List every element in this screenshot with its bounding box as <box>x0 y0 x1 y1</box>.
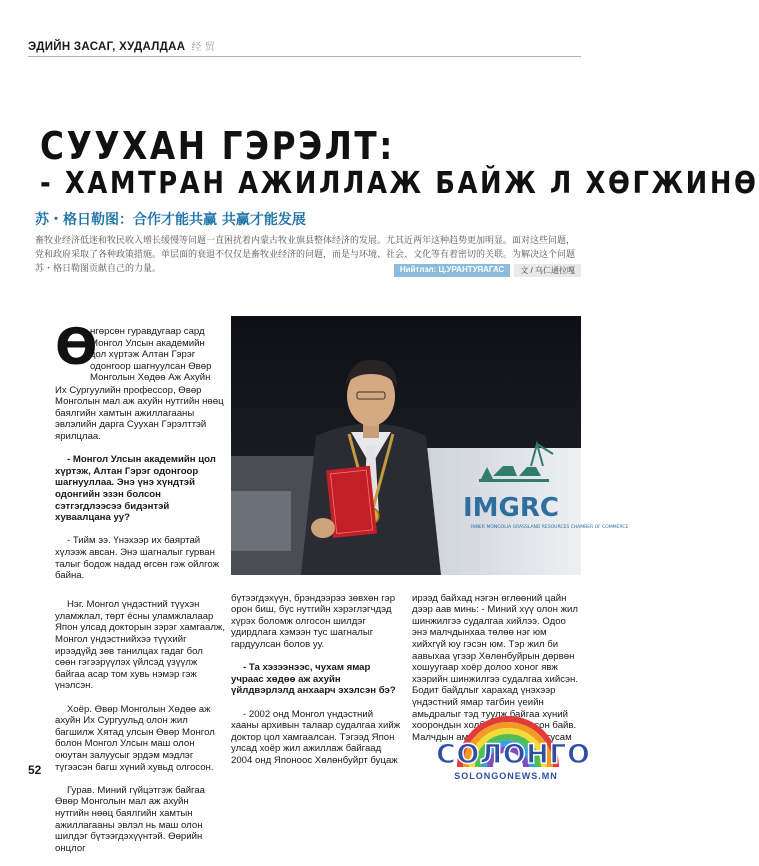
banner-text: IMGRC <box>463 493 559 523</box>
article-lead: нгөрсөн гуравдугаар сард Монгол Улсын академийн цол хүртэж Алтан Гэрэг одонгоор шагнуулсан Өвөр Монголын Хөдөө Аж Ахуйн <box>90 326 212 384</box>
paragraph: Хоёр. Өвөр Монголын Хөдөө аж ахуйн Их Сургуульд олон жил багшилж Хятад улсын Өвөр Монгол болон Монгол Улсын маш олон оюутан залуусыг эрдэм мэдлэг түгээсэн багш хүний хувьд олгосон. <box>55 703 215 773</box>
answer: - Тийм ээ. Үнэхээр их баяртай хүлээж авсан. Энэ шагналыг гурван талыг бодож надад өгсөн гэж ойлгож байна. <box>55 535 220 582</box>
translator-credit: 文 / 乌仁通拉嘎 <box>514 264 581 277</box>
drop-cap: Ө <box>55 318 98 376</box>
paragraph: ирээд байхад нэгэн өглөөний цайн дээр аав минь: - Миний хүү олон жил шинжилгээ судалгаа хийлээ. Одоо энэ малчдынхаа төлөө нэг юм хийхгүй юу гэсэн юм. Тэр жил би аавыхаа үгээр Хөлөнбуйрын дөрвөн хошуугаар хоёр долоо хоног явж хээрийн шинжилгээ судалгаа хийсэн. Бодит байдлыг харахад үнэхээр үндэстний ямар тагбин үеийн амьдралыг тэд туулж байгаа хүний хоорондын холбоо ийм болсон байв. Малчдын амьдрал ямар ирэх тусам <box>412 592 578 743</box>
header-divider <box>28 56 581 57</box>
question: - Та хэзээнээс, чухам ямар учраас хөдөө аж ахуйн үйлдвэрлэлд анхаарч эхэлсэн бэ? <box>231 662 396 697</box>
answer: - 2002 онд Монгол үндэстний хааны архивын талаар судалгаа хийж доктор цол хамгаалсан. Тэгээд Япон улсад хоёр жил ажиллаж байгаад 2004 онд Японоос Хөлөнбуйрт буцаж <box>231 708 401 766</box>
logo-url: SOLONGONEWS.MN <box>454 771 558 781</box>
logo-name: СОЛОНГО <box>436 739 591 770</box>
paragraph: бүтээгдэхүүн, брэндээрээ зөвхөн гэр орон биш, бүс нутгийн хэрэглэгчдэд хүрэх боломж олгосон шилдэг удирдлага хэмээн тус шагналыг гардуулсан болов уу. <box>231 592 396 650</box>
section-title-cn: 经 贸 <box>191 42 216 53</box>
article-title-line1: СУУХАН ГЭРЭЛТ: <box>40 124 395 168</box>
banner-subtext: INNER MONGOLIA GRASSLAND RESOURCES CHAMBER OF COMMERCE <box>471 525 629 530</box>
paragraph: Их Сургуулийн профессор, Өвөр Монголын мал аж ахуйн нутгийн нөөц баялгийн хамтын ажиллагааны эвлэлийн дарга Сууxан Гэрэлттэй ярилцлаа. <box>55 384 224 442</box>
paragraph: Гурав. Миний гүйцэтгэж байгаа Өвөр Монголын мал аж ахуйн нутгийн нөөц баялгийн хамтын ажиллагааны эвлэл нь маш олон шилдэг бүтээгдэхүүнтэй. Өөрийн онцлог <box>55 784 206 854</box>
page-number: 52 <box>28 763 42 777</box>
article-abstract: 畜牧业经济低迷和牧民收入增长缓慢等问题一直困扰着内蒙古牧业旗县整体经济的发展。尤其近两年这种趋势更加明显。面对这些问题，党和政府采取了各种政策措施。单层面的衰退不仅仅是畜牧业经济的问题，而是与环境、社会、文化等有着密切的关联。为解决这个问题苏・格日勒图贡献自己的力量。 <box>35 236 576 274</box>
byline <box>394 264 581 277</box>
section-title: ЭДИЙН ЗАСАГ, ХУДАЛДАА <box>28 41 186 53</box>
section-header <box>28 38 215 53</box>
article-column-2 <box>231 581 403 778</box>
article-subtitle: 苏・格日勒图：合作才能共赢 共赢才能发展 <box>35 212 306 228</box>
photo-illustration <box>231 316 629 575</box>
article-title-line2: - ХАМТРАН АЖИЛЛАЖ БАЙЖ Л ХӨГЖИНӨ <box>40 166 759 201</box>
article-photo <box>231 316 629 575</box>
paragraph: Нэг. Монгол үндэстний түүхэн уламжлал, төрт ёсны уламжлалаар Япон улсад докторын зэрэг хамгаалж, Монгол үндэстнийхээ түүхийг ирээдүйд зөв танилцах гадаг бол сөөн гэгээрүүлэх үйлсэд үзүүлж байгаа асар том хувь нэмэр гэж үнэлсэн. <box>55 599 226 692</box>
article-column-1 <box>55 373 225 866</box>
author-credit: Нийтлэл: Ц.УРАНТУЯАГАС <box>394 264 511 277</box>
question: - Монгол Улсын академийн цол хүртэж, Алтан Гэрэг одонгоор шагнууллаа. Энэ үнэ хүндтэй одонгийн эзэн болсон сэтгэгдлээсээ бидэнтэй хуваалцана уу? <box>55 454 216 524</box>
